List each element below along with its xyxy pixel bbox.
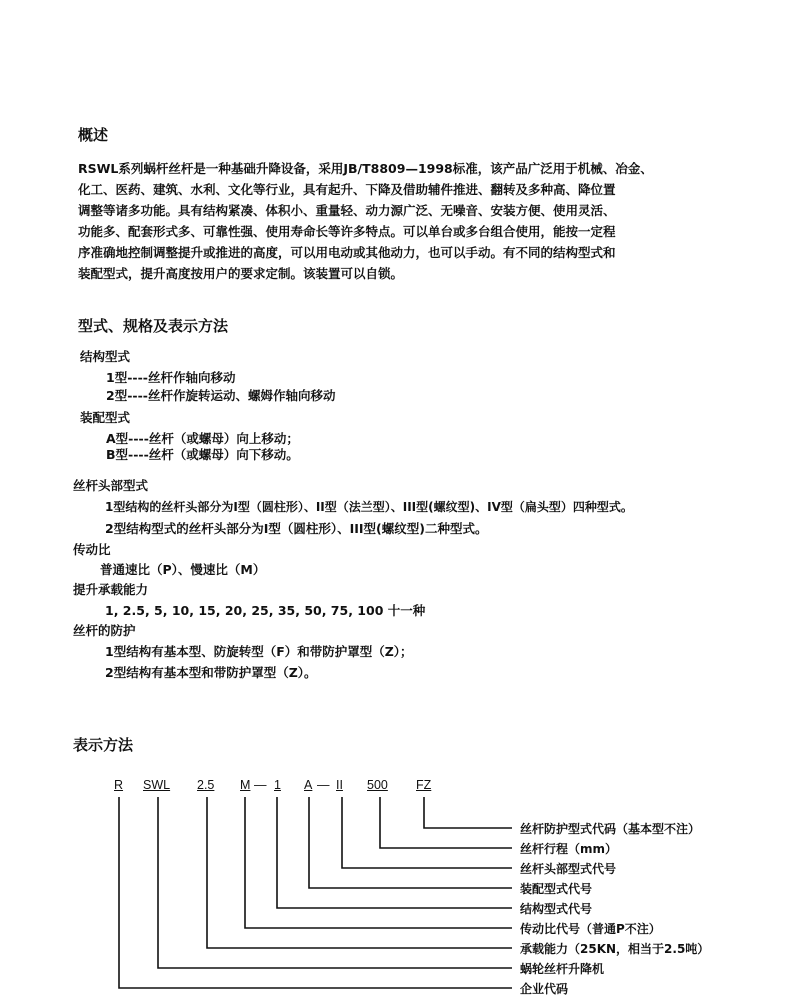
overview-line: 调整等诸多功能。具有结构紧凑、体积小、重量轻、动力源广泛、无噪音、安装方便、使用灵活、 [78, 203, 616, 218]
label-product: 蜗轮丝杆升降机 [520, 962, 605, 976]
leader-line-head [342, 797, 512, 868]
protection-item: 2型结构有基本型和带防护罩型（Z）。 [105, 665, 317, 680]
ratio-text: 普通速比（P）、慢速比（M） [100, 562, 266, 577]
overview-heading: 概述 [78, 126, 109, 144]
code-assembly: A [304, 778, 313, 792]
protection-title: 丝杆的防护 [73, 623, 136, 638]
assembly-item: B型----丝杆（或螺母）向下移动。 [106, 447, 299, 462]
label-company-code: 企业代码 [520, 982, 569, 996]
leader-line-structure [277, 797, 512, 908]
leader-line-product [158, 797, 512, 968]
types-heading: 型式、规格及表示方法 [78, 317, 229, 335]
notation-heading: 表示方法 [73, 736, 134, 754]
overview-line: 序准确地控制调整提升或推进的高度，可以用电动或其他动力，也可以手动。有不同的结构型式和 [78, 245, 616, 260]
label-structure-code: 结构型式代号 [520, 902, 593, 916]
label-protection-code: 丝杆防护型式代码（基本型不注） [520, 822, 701, 836]
capacity-text: 1, 2.5, 5, 10, 15, 20, 25, 35, 50, 75, 100 十一种 [105, 603, 426, 618]
code-structure: 1 [274, 778, 281, 792]
code-dash: — [317, 778, 330, 792]
code-ratio: M [240, 778, 251, 792]
code-head: II [336, 778, 343, 792]
leader-line-stroke [380, 797, 512, 848]
structure-item: 1型----丝杆作轴向移动 [106, 370, 236, 385]
overview-line: RSWL系列蜗杆丝杆是一种基础升降设备，采用JB/T8809—1998标准，该产品广泛用于机械、冶金、 [78, 161, 653, 176]
label-stroke: 丝杆行程（mm） [520, 842, 618, 856]
overview-line: 化工、医药、建筑、水利、文化等行业，具有起升、下降及借助辅件推进、翻转及多种高、降位置 [78, 182, 616, 197]
capacity-title: 提升承载能力 [73, 582, 149, 597]
code-capacity: 2.5 [197, 778, 215, 792]
protection-item: 1型结构有基本型、防旋转型（F）和带防护罩型（Z）； [105, 644, 413, 659]
head-item: 1型结构的丝杆头部分为I型（圆柱形）、II型（法兰型）、III型(螺纹型)、IV型（扁头型）四种型式。 [105, 500, 633, 514]
code-swl: SWL [143, 778, 171, 792]
code-dash: — [254, 778, 267, 792]
assembly-item: A型----丝杆（或螺母）向上移动； [106, 431, 299, 446]
overview-line: 装配型式，提升高度按用户的要求定制。该装置可以自锁。 [78, 266, 404, 281]
assembly-title: 装配型式 [80, 410, 131, 425]
leader-line-company [119, 797, 512, 988]
structure-item: 2型----丝杆作旋转运动、螺姆作轴向移动 [106, 388, 336, 403]
label-head-code: 丝杆头部型式代号 [520, 862, 617, 876]
leader-line-capacity [207, 797, 512, 948]
label-ratio-code: 传动比代号（普通P不注） [520, 922, 661, 936]
overview-line: 功能多、配套形式多、可靠性强、使用寿命长等许多特点。可以单台或多台组合使用，能按一定程 [78, 224, 616, 239]
label-capacity: 承载能力（25KN，相当于2.5吨） [520, 942, 710, 956]
code-protection: FZ [416, 778, 432, 792]
leader-line-assembly [309, 797, 512, 888]
head-item: 2型结构型式的丝杆头部分为I型（圆柱形）、III型(螺纹型)二种型式。 [105, 521, 488, 536]
head-title: 丝杆头部型式 [73, 478, 149, 493]
structure-title: 结构型式 [80, 349, 131, 364]
code-stroke: 500 [367, 778, 388, 792]
leader-line-protection [424, 797, 512, 828]
ratio-title: 传动比 [73, 542, 111, 557]
label-assembly-code: 装配型式代号 [520, 882, 593, 896]
code-r: R [114, 778, 124, 792]
